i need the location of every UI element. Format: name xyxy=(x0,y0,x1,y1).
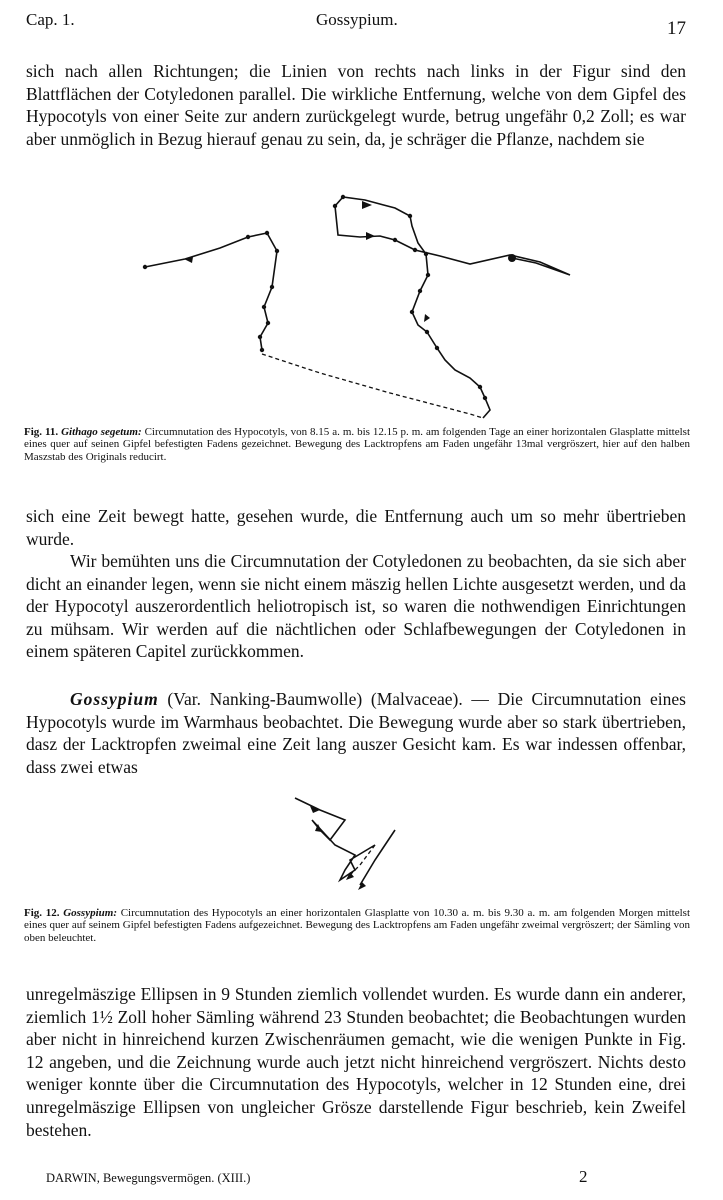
figure-11-trace xyxy=(0,190,723,420)
footer-author: DARWIN, Bewegungsvermögen. (XIII.) xyxy=(46,1171,251,1185)
paragraph-4-text: (Var. Nanking-Baumwolle) (Malvaceae). — Die Circumnutation eines Hypocotyls wurde im Warmhaus beobachtet. Die Bewegung wurde aber so stark übertrieben, dasz der Lacktropfen zweimal eine Zeit lang auszer Gesicht kam. Es war indessen offenbar, dass zwei etwas xyxy=(26,689,686,777)
chapter-label: Cap. 1. xyxy=(26,10,75,29)
page-footer xyxy=(46,1167,606,1189)
figure-11-caption xyxy=(24,426,690,463)
paragraph-4 xyxy=(26,688,686,778)
running-header xyxy=(26,10,686,39)
page-number: 17 xyxy=(667,18,686,39)
paragraph-2: sich eine Zeit bewegt hatte, gesehen wurde, die Entfernung auch um so mehr übertrieben wurde. xyxy=(26,506,686,549)
figure-12-label: Fig. 12. xyxy=(24,907,60,919)
figure-12-species: Gossypium: xyxy=(63,907,117,919)
figure-12-trace xyxy=(0,790,723,905)
figure-12-caption xyxy=(24,907,690,944)
running-title: Gossypium. xyxy=(316,10,398,29)
signature-mark: 2 xyxy=(579,1167,588,1186)
paragraph-5: unregelmäszige Ellipsen in 9 Stunden ziemlich vollendet wurden. Es wurde dann ein anderer, ziemlich 1½ Zoll hoher Sämling während 23 Stunden beobachtet; die Beobachtungen wurden aber nicht in hinreichend kurzen Zwischenräumen gemacht, wie die wenigen Punkte in Fig. 12 angeben, und die Zeichnung wurde auch jetzt nicht hinreichend vergröszert. Nichts desto weniger konnte über die Circumnutation des Hypocotyls, welcher in 12 Stunden eine, drei unregelmäszige Ellipsen von ungleicher Grösze darstellende Figur beschrieb, kein Zweifel bestehen. xyxy=(26,984,686,1140)
species-name: Gossypium xyxy=(70,689,159,709)
paragraph-3: Wir bemühten uns die Circumnutation der Cotyledonen zu beobachten, da sie sich aber dicht an einander legen, wenn sie nicht einem mäszig hellen Lichte ausgesetzt werden, und da der Hypocotyl auszerordentlich heliotropisch ist, so waren die nothwendigen Einrichtungen zu mühsam. Wir werden auf die nächtlichen oder Schlafbewegungen der Cotyledonen in einem späteren Capitel zurückkommen. xyxy=(26,551,686,662)
figure-12-text: Circumnutation des Hypocotyls an einer horizontalen Glasplatte von 10.30 a. m. bis 9.30 a. m. am folgenden Morgen mittelst eines quer auf seinem Gipfel befestigten Fadens aufgezeichnet. Bewegung des Lacktropfens am Faden ungefähr zweimal vergröszert; der Sämling von oben beleuchtet. xyxy=(24,907,691,944)
paragraph-1: sich nach allen Richtungen; die Linien von rechts nach links in der Figur sind den Blattflächen der Cotyledonen parallel. Die wirkliche Entfernung, welche von dem Gipfel des Hypocotyls von einer Seite zur andern zurückgelegt wurde, betrug ungefähr 0,2 Zoll; es war aber unmöglich in Bezug hierauf genau zu sein, da, je schräger die Pflanze, nachdem sie xyxy=(26,61,686,149)
figure-11-species: Githago segetum: xyxy=(61,426,142,438)
figure-11-label: Fig. 11. xyxy=(24,426,59,438)
figure-11-text: Circumnutation des Hypocotyls, von 8.15 a. m. bis 12.15 p. m. am folgenden Tage an einer horizontalen Glasplatte mittelst eines quer auf seinen Gipfel befestigten Fadens gezeichnet. Bewegung des Lacktropfens am Faden ungefähr 13mal vergröszert, hier auf den halben Maszstab des Originals reducirt. xyxy=(24,426,691,463)
